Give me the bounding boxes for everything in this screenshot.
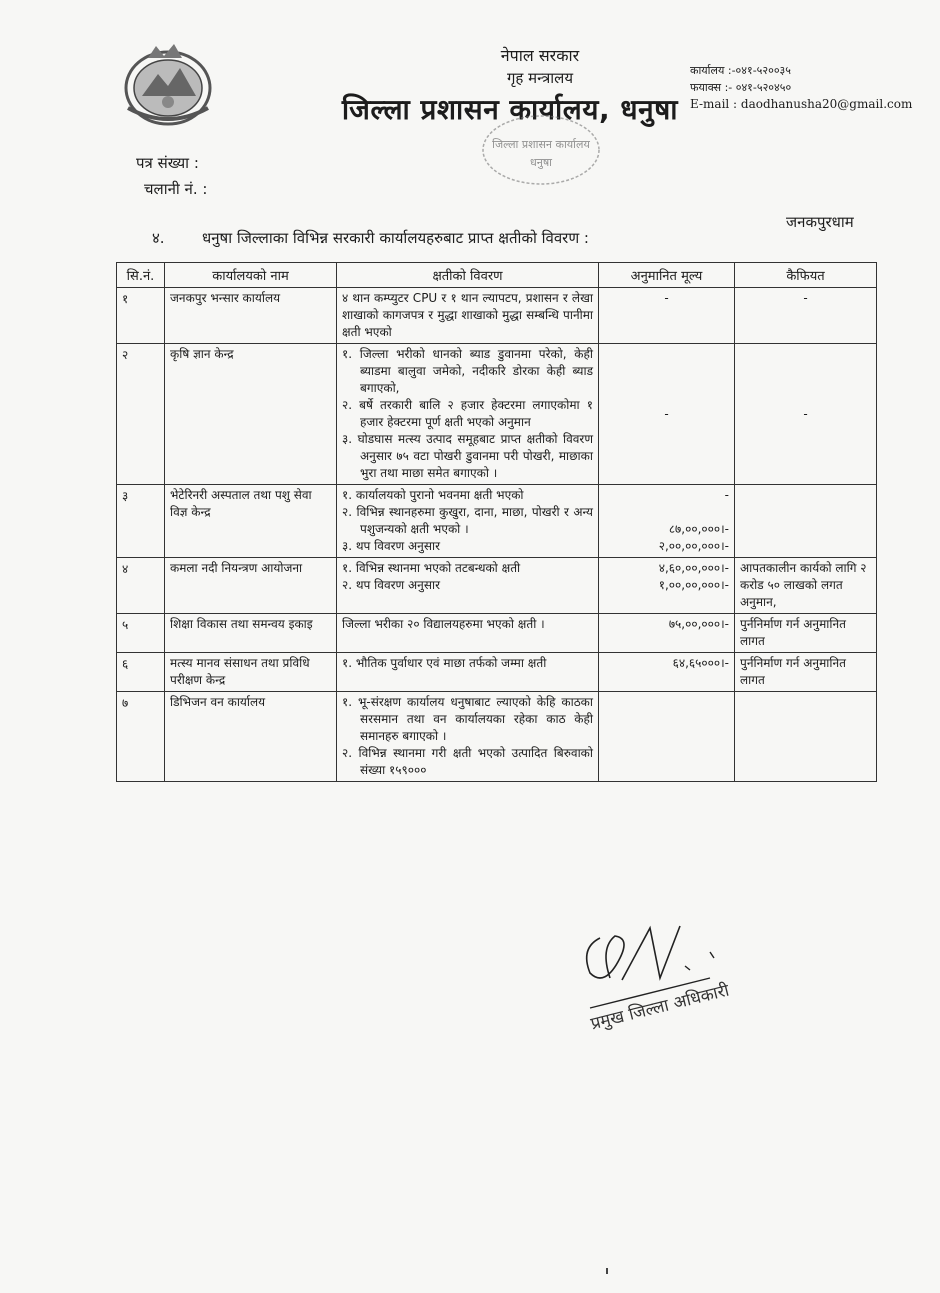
row-remarks: -	[735, 288, 877, 344]
page-mark	[606, 1268, 608, 1274]
section-number: ४.	[152, 229, 165, 247]
row-office: मत्स्य मानव संसाधन तथा प्रविधि परीक्षण केन्द्र	[165, 653, 337, 692]
header-serial: सि.नं.	[117, 263, 165, 288]
row-details	[337, 288, 599, 344]
detail-item: २. थप विवरण अनुसार	[342, 578, 440, 592]
place-name: जनकपुरधाम	[786, 213, 854, 231]
email-address: E-mail : daodhanusha20@gmail.com	[690, 97, 913, 111]
table-row	[117, 692, 877, 782]
header-office-name: कार्यालयको नाम	[165, 263, 337, 288]
detail-item: १. भू-संरक्षण कार्यालय धनुषाबाट ल्याएको केहि काठका सरसमान तथा वन कार्यालयका रहेका काठ केही समानहरु बगाएको ।	[342, 695, 593, 743]
detail-item: १. विभिन्न स्थानमा भएको तटबन्धको क्षती	[342, 561, 521, 575]
header-remarks: कैफियत	[735, 263, 877, 288]
table-row	[117, 558, 877, 614]
detail-item: ३. घोडघास मत्स्य उत्पाद समूहबाट प्राप्त क्षतीको विवरण अनुसार ७५ वटा पोखरी डुवानमा परी पोखरी, माछाका भुरा तथा माछा समेत बगाएको ।	[342, 432, 593, 480]
office-phone: कार्यालय :-०४१-५२००३५	[690, 64, 791, 77]
row-remarks: पुर्ननिर्माण गर्न अनुमानित लागत	[735, 653, 877, 692]
row-serial: २	[117, 344, 165, 485]
stamp-text-office: जिल्ला प्रशासन कार्यालय	[492, 138, 590, 151]
row-office: शिक्षा विकास तथा समन्वय इकाइ	[165, 614, 337, 653]
row-details	[337, 344, 599, 485]
row-office: कमला नदी नियन्त्रण आयोजना	[165, 558, 337, 614]
row-details	[337, 692, 599, 782]
value-line: ६४,६५०००।-	[672, 656, 729, 670]
value-line: ७५,००,०००।-	[668, 617, 729, 631]
row-value	[599, 614, 735, 653]
fax-number: फयाक्स :- ०४१-५२०४५०	[690, 81, 792, 94]
row-serial: १	[117, 288, 165, 344]
row-serial: ३	[117, 485, 165, 558]
detail-item: १. जिल्ला भरीको धानको ब्याड डुवानमा परेको, केही ब्याडमा बालुवा जमेको, नदीकरि डोरका केही ब्याड बगाएको,	[342, 347, 593, 395]
government-name: नेपाल सरकार	[500, 46, 580, 65]
table-row	[117, 614, 877, 653]
table-row	[117, 344, 877, 485]
header-estimated-value: अनुमानित मूल्य	[599, 263, 735, 288]
detail-item: २. विभिन्न स्थानमा गरी क्षती भएको उत्पादित बिरुवाको संख्या १५९०००	[342, 746, 593, 777]
value-line: २,००,००,०००।-	[658, 539, 729, 553]
row-office: डिभिजन वन कार्यालय	[165, 692, 337, 782]
table-header-row	[117, 263, 877, 288]
value-line: ४,६०,००,०००।-	[658, 561, 729, 575]
value-line: ८७,००,०००।-	[668, 522, 729, 536]
detail-item: २. बर्षे तरकारी बालि २ हजार हेक्टरमा लगाएकोमा १ हजार हेक्टरमा पूर्ण क्षती भएको अनुमान	[342, 398, 593, 429]
row-details	[337, 614, 599, 653]
office-title: जिल्ला प्रशासन कार्यालय, धनुषा	[341, 93, 679, 126]
header-damage-details: क्षतीको विवरण	[337, 263, 599, 288]
value-line: १,००,००,०००।-	[658, 578, 729, 592]
row-office: कृषि ज्ञान केन्द्र	[165, 344, 337, 485]
row-office: भेटेरिनरी अस्पताल तथा पशु सेवा विज्ञ केन्द्र	[165, 485, 337, 558]
table-row	[117, 485, 877, 558]
row-value	[599, 344, 735, 485]
detail-item: २. विभिन्न स्थानहरुमा कुखुरा, दाना, माछा, पोखरी र अन्य पशुजन्यको क्षती भएको ।	[342, 505, 593, 536]
detail-item: ४ थान कम्प्युटर CPU र १ थान ल्यापटप, प्रशासन र लेखा शाखाको कागजपत्र र मुद्धा शाखाको मुद्धा सम्बन्धि पानीमा क्षती भएको	[342, 291, 593, 339]
value-line: -	[724, 488, 729, 502]
stamp-text-district: धनुषा	[529, 156, 553, 169]
row-value	[599, 692, 735, 782]
dispatch-number: चलानी नं. :	[144, 180, 208, 198]
row-value	[599, 558, 735, 614]
reference-block	[136, 150, 207, 202]
row-serial: ७	[117, 692, 165, 782]
contact-block	[690, 62, 912, 113]
row-remarks: आपतकालीन कार्यको लागि २ करोड ५० लाखको लगत अनुमान,	[735, 558, 877, 614]
value-line	[604, 504, 729, 521]
office-stamp-icon	[476, 110, 606, 190]
row-remarks	[735, 485, 877, 558]
letter-number: पत्र संख्या :	[136, 154, 199, 172]
row-serial: ६	[117, 653, 165, 692]
row-value	[599, 485, 735, 558]
damage-table	[116, 262, 877, 782]
detail-item: जिल्ला भरीका २० विद्यालयहरुमा भएको क्षती ।	[342, 617, 545, 631]
signatory-designation: प्रमुख जिल्ला अधिकारी	[588, 980, 732, 1035]
row-remarks: पुर्ननिर्माण गर्न अनुमानित लागत	[735, 614, 877, 653]
row-value	[599, 653, 735, 692]
row-remarks	[735, 692, 877, 782]
table-row	[117, 288, 877, 344]
row-details	[337, 485, 599, 558]
row-office: जनकपुर भन्सार कार्यालय	[165, 288, 337, 344]
ministry-name: गृह मन्त्रालय	[506, 69, 574, 87]
value-line: -	[664, 406, 669, 421]
row-value	[599, 288, 735, 344]
detail-item: १. भौतिक पुर्वाधार एवं माछा तर्फको जम्मा क्षती	[342, 656, 547, 670]
table-row	[117, 653, 877, 692]
row-details	[337, 558, 599, 614]
nepal-emblem-icon	[118, 38, 218, 130]
detail-item: ३. थप विवरण अनुसार	[342, 539, 440, 553]
section-heading	[152, 228, 589, 248]
detail-item: १. कार्यालयको पुरानो भवनमा क्षती भएको	[342, 488, 524, 502]
row-remarks: -	[735, 344, 877, 485]
section-title: धनुषा जिल्लाका विभिन्न सरकारी कार्यालयहरुबाट प्राप्त क्षतीको विवरण :	[202, 229, 589, 247]
row-serial: ४	[117, 558, 165, 614]
row-serial: ५	[117, 614, 165, 653]
row-details	[337, 653, 599, 692]
value-line: -	[664, 291, 669, 305]
